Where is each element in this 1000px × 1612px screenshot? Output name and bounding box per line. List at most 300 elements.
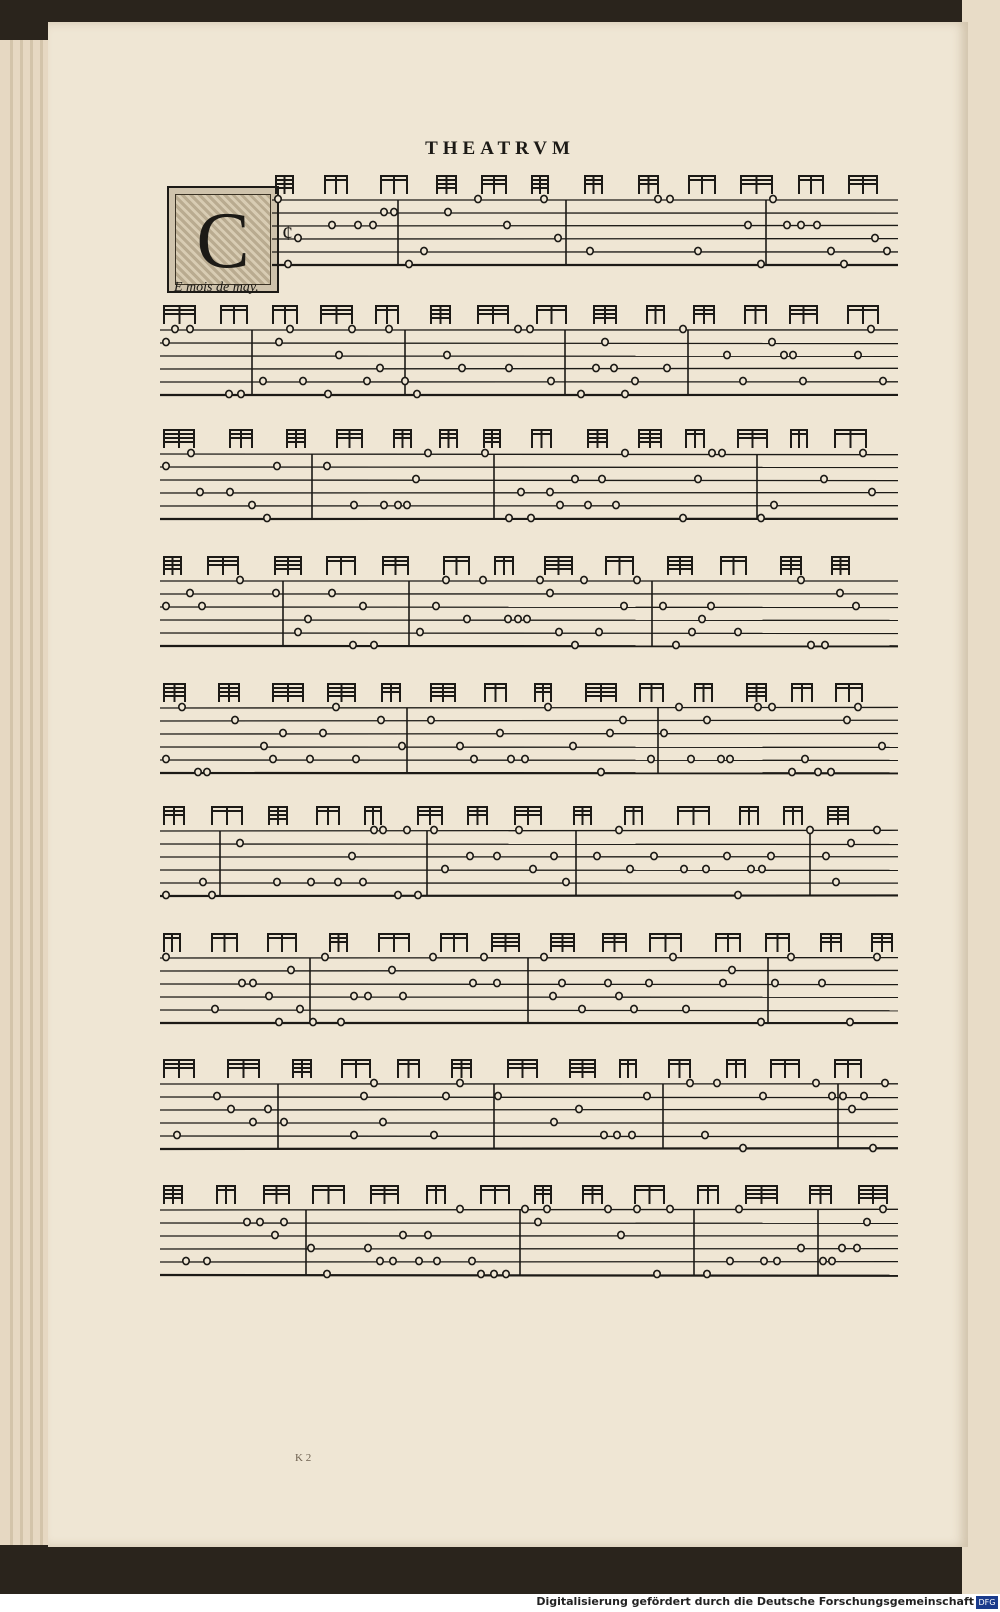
tab-fret-mark: [798, 221, 804, 228]
tab-fret-mark: [287, 325, 293, 332]
tab-fret-mark: [868, 325, 874, 332]
tab-fret-mark: [297, 1005, 303, 1012]
rhythm-flag: [437, 176, 456, 194]
tab-fret-mark: [611, 364, 617, 371]
rhythm-flag: [441, 934, 467, 952]
tab-fret-mark: [861, 1092, 867, 1099]
tab-fret-mark: [475, 195, 481, 202]
tab-fret-mark: [695, 475, 701, 482]
rhythm-flag: [328, 684, 355, 702]
tab-fret-mark: [371, 1079, 377, 1086]
tab-fret-mark: [528, 514, 534, 521]
tab-fret-mark: [506, 364, 512, 371]
rhythm-flag: [365, 807, 381, 825]
tab-fret-mark: [431, 1131, 437, 1138]
tab-fret-mark: [844, 716, 850, 723]
tab-fret-mark: [239, 979, 245, 986]
rhythm-flag: [635, 1186, 664, 1204]
rhythm-flag: [835, 430, 866, 448]
tablature-system: [160, 1060, 898, 1152]
tab-fret-mark: [724, 852, 730, 859]
tab-fret-mark: [667, 195, 673, 202]
tab-fret-mark: [214, 1092, 220, 1099]
tab-fret-mark: [390, 1257, 396, 1264]
tab-fret-mark: [272, 1231, 278, 1238]
rhythm-flag: [164, 1060, 194, 1078]
rhythm-flag: [849, 176, 877, 194]
staff-line: [160, 707, 898, 708]
tablature-system: [160, 306, 898, 398]
tab-fret-mark: [518, 488, 524, 495]
tab-fret-mark: [204, 768, 210, 775]
rhythm-flag: [727, 1060, 745, 1078]
tab-fret-mark: [275, 195, 281, 202]
rhythm-flag: [164, 306, 195, 324]
tab-fret-mark: [613, 501, 619, 508]
staff-line: [160, 984, 898, 985]
tab-fret-mark: [250, 1118, 256, 1125]
tab-fret-mark: [735, 628, 741, 635]
rhythm-flag: [821, 934, 841, 952]
tab-fret-mark: [798, 1244, 804, 1251]
tab-fret-mark: [718, 755, 724, 762]
tab-fret-mark: [378, 716, 384, 723]
tab-fret-mark: [172, 325, 178, 332]
rhythm-flag: [379, 934, 409, 952]
time-signature: ¢: [282, 220, 293, 245]
tab-fret-mark: [784, 221, 790, 228]
rhythm-flag: [639, 176, 658, 194]
tab-fret-mark: [338, 1018, 344, 1025]
rhythm-flag: [164, 1186, 182, 1204]
rhythm-flag: [276, 176, 293, 194]
rhythm-flag: [269, 807, 287, 825]
tab-fret-mark: [648, 755, 654, 762]
digitization-footer: [0, 1594, 1000, 1612]
rhythm-flag: [418, 807, 442, 825]
tab-fret-mark: [353, 755, 359, 762]
tab-fret-mark: [281, 1218, 287, 1225]
rhythm-flag: [532, 176, 548, 194]
tab-fret-mark: [183, 1257, 189, 1264]
tab-fret-mark: [413, 475, 419, 482]
tab-fret-mark: [470, 979, 476, 986]
tab-fret-mark: [740, 377, 746, 384]
rhythm-flag: [668, 557, 692, 575]
tab-fret-mark: [457, 1079, 463, 1086]
rhythm-flag: [164, 807, 184, 825]
tab-fret-mark: [522, 1205, 528, 1212]
tab-fret-mark: [822, 641, 828, 648]
tab-fret-mark: [719, 449, 725, 456]
tab-fret-mark: [848, 839, 854, 846]
tab-fret-mark: [704, 716, 710, 723]
tab-fret-mark: [515, 325, 521, 332]
tab-fret-mark: [602, 338, 608, 345]
tab-fret-mark: [847, 1018, 853, 1025]
tab-fret-mark: [200, 878, 206, 885]
tab-fret-mark: [703, 865, 709, 872]
rhythm-flag: [440, 430, 457, 448]
rhythm-flag: [230, 430, 252, 448]
rhythm-flag: [625, 807, 642, 825]
rhythm-flag: [810, 1186, 831, 1204]
tab-fret-mark: [541, 195, 547, 202]
rhythm-flag: [164, 430, 194, 448]
tablature-system: [160, 684, 898, 776]
rhythm-flag: [784, 807, 802, 825]
tab-fret-mark: [457, 742, 463, 749]
tab-fret-mark: [537, 576, 543, 583]
tab-fret-mark: [593, 364, 599, 371]
tab-fret-mark: [551, 1118, 557, 1125]
tab-fret-mark: [828, 768, 834, 775]
tab-fret-mark: [471, 755, 477, 762]
tab-fret-mark: [350, 641, 356, 648]
tab-fret-mark: [506, 514, 512, 521]
tab-fret-mark: [807, 826, 813, 833]
tab-fret-mark: [708, 602, 714, 609]
tab-fret-mark: [833, 878, 839, 885]
rhythm-flag: [828, 807, 848, 825]
tab-fret-mark: [395, 891, 401, 898]
tab-fret-mark: [261, 742, 267, 749]
tab-fret-mark: [402, 377, 408, 384]
tab-fret-mark: [381, 501, 387, 508]
tab-fret-mark: [305, 615, 311, 622]
rhythm-flag: [164, 684, 185, 702]
tab-fret-mark: [745, 221, 751, 228]
rhythm-flag: [640, 684, 663, 702]
rhythm-flag: [327, 557, 355, 575]
tab-fret-mark: [250, 979, 256, 986]
rhythm-flag: [848, 306, 878, 324]
tab-fret-mark: [494, 979, 500, 986]
tab-fret-mark: [274, 878, 280, 885]
tab-fret-mark: [802, 755, 808, 762]
tab-fret-mark: [428, 716, 434, 723]
tab-fret-mark: [557, 501, 563, 508]
rhythm-flag: [273, 684, 303, 702]
tab-fret-mark: [622, 449, 628, 456]
tab-fret-mark: [547, 589, 553, 596]
tab-fret-mark: [386, 325, 392, 332]
tab-fret-mark: [430, 953, 436, 960]
tab-fret-mark: [855, 703, 861, 710]
tab-fret-mark: [333, 703, 339, 710]
tab-fret-mark: [720, 979, 726, 986]
rhythm-flag: [716, 934, 740, 952]
tab-fret-mark: [616, 826, 622, 833]
tab-fret-mark: [772, 979, 778, 986]
tab-fret-mark: [599, 475, 605, 482]
rhythm-flag: [485, 684, 506, 702]
tab-fret-mark: [351, 1131, 357, 1138]
tab-fret-mark: [364, 377, 370, 384]
tab-fret-mark: [823, 852, 829, 859]
tab-fret-mark: [849, 1105, 855, 1112]
rhythm-flag: [532, 430, 551, 448]
tab-fret-mark: [443, 576, 449, 583]
page-heading: THEATRVM: [425, 138, 575, 159]
tab-fret-mark: [598, 768, 604, 775]
tab-fret-mark: [860, 449, 866, 456]
rhythm-flag: [791, 430, 807, 448]
tab-fret-mark: [281, 1118, 287, 1125]
tab-fret-mark: [244, 1218, 250, 1225]
tablature-system: [160, 1186, 898, 1278]
tab-fret-mark: [727, 1257, 733, 1264]
signature-mark: K 2: [295, 1452, 312, 1464]
tab-fret-mark: [729, 966, 735, 973]
tab-fret-mark: [163, 755, 169, 762]
tab-fret-mark: [232, 716, 238, 723]
tab-fret-mark: [406, 260, 412, 267]
rhythm-flag: [317, 807, 339, 825]
tab-fret-mark: [735, 891, 741, 898]
rhythm-flag: [431, 306, 450, 324]
footer-credit: Digitalisierung gefördert durch die Deutsche Forschungsgemeinschaft: [536, 1595, 974, 1608]
tab-fret-mark: [872, 234, 878, 241]
tab-fret-mark: [616, 992, 622, 999]
staff-line: [160, 1010, 898, 1011]
tab-fret-mark: [578, 390, 584, 397]
rhythm-flag: [836, 684, 862, 702]
tab-fret-mark: [237, 576, 243, 583]
tab-fret-mark: [497, 729, 503, 736]
tab-fret-mark: [527, 325, 533, 332]
tab-fret-mark: [576, 1105, 582, 1112]
tab-fret-mark: [349, 325, 355, 332]
tab-fret-mark: [585, 501, 591, 508]
tab-fret-mark: [704, 1270, 710, 1277]
tab-fret-mark: [545, 703, 551, 710]
tab-fret-mark: [570, 742, 576, 749]
tab-fret-mark: [559, 979, 565, 986]
tab-fret-mark: [349, 852, 355, 859]
rhythm-flag: [273, 306, 297, 324]
piece-title: E mois de may.: [174, 280, 259, 295]
tab-fret-mark: [163, 891, 169, 898]
rhythm-flag: [164, 557, 181, 575]
tab-fret-mark: [480, 576, 486, 583]
tab-fret-mark: [681, 865, 687, 872]
tab-fret-mark: [594, 852, 600, 859]
rhythm-flag: [747, 684, 766, 702]
rhythm-flag: [537, 306, 566, 324]
tab-fret-mark: [800, 377, 806, 384]
tab-fret-mark: [814, 221, 820, 228]
tab-fret-mark: [443, 1092, 449, 1099]
rhythm-flag: [669, 1060, 690, 1078]
rhythm-flag: [583, 1186, 602, 1204]
staff-line: [160, 1148, 898, 1149]
rhythm-flag: [515, 807, 541, 825]
tab-fret-mark: [391, 208, 397, 215]
tab-fret-mark: [260, 377, 266, 384]
tab-fret-mark: [276, 1018, 282, 1025]
tab-fret-mark: [179, 703, 185, 710]
rhythm-flag: [468, 807, 487, 825]
rhythm-flag: [872, 934, 892, 952]
tab-fret-mark: [355, 221, 361, 228]
tab-fret-mark: [821, 475, 827, 482]
tab-fret-mark: [629, 1131, 635, 1138]
dfg-logo: DFG: [976, 1596, 998, 1609]
tab-fret-mark: [257, 1218, 263, 1225]
tab-fret-mark: [748, 865, 754, 872]
rhythm-flag: [790, 306, 817, 324]
rhythm-flag: [371, 1186, 398, 1204]
tab-fret-mark: [837, 589, 843, 596]
tab-fret-mark: [651, 852, 657, 859]
tab-fret-mark: [572, 475, 578, 482]
rhythm-flag: [383, 557, 408, 575]
tablature-system: [160, 430, 898, 522]
rhythm-flag: [586, 684, 616, 702]
tab-fret-mark: [854, 1244, 860, 1251]
tab-fret-mark: [188, 449, 194, 456]
tab-fret-mark: [494, 852, 500, 859]
rhythm-flag: [444, 557, 469, 575]
tab-fret-mark: [433, 602, 439, 609]
rhythm-flag: [606, 557, 633, 575]
tab-fret-mark: [380, 1118, 386, 1125]
tab-fret-mark: [335, 878, 341, 885]
rhythm-flag: [620, 1060, 636, 1078]
tab-fret-mark: [308, 1244, 314, 1251]
rhythm-flag: [228, 1060, 259, 1078]
rhythm-flag: [551, 934, 574, 952]
rhythm-flag: [721, 557, 746, 575]
tab-fret-mark: [683, 1005, 689, 1012]
rhythm-flag: [330, 934, 347, 952]
tab-fret-mark: [516, 826, 522, 833]
tab-fret-mark: [634, 576, 640, 583]
tab-fret-mark: [228, 1105, 234, 1112]
rhythm-flag: [482, 176, 506, 194]
tab-fret-mark: [771, 501, 777, 508]
tab-fret-mark: [371, 641, 377, 648]
tab-fret-mark: [547, 488, 553, 495]
tab-fret-mark: [760, 1092, 766, 1099]
tab-fret-mark: [329, 589, 335, 596]
staff-line: [160, 895, 898, 896]
tab-fret-mark: [187, 589, 193, 596]
tab-fret-mark: [249, 501, 255, 508]
tab-fret-mark: [416, 1257, 422, 1264]
rhythm-flag: [686, 430, 704, 448]
rhythm-flag: [588, 430, 607, 448]
tab-fret-mark: [702, 1131, 708, 1138]
tab-fret-mark: [774, 1257, 780, 1264]
rhythm-flag: [746, 1186, 777, 1204]
rhythm-flag: [394, 430, 411, 448]
tab-fret-mark: [212, 1005, 218, 1012]
tab-fret-mark: [300, 377, 306, 384]
tab-fret-mark: [434, 1257, 440, 1264]
tab-fret-mark: [273, 589, 279, 596]
rhythm-flag: [678, 807, 709, 825]
tab-fret-mark: [660, 602, 666, 609]
tab-fret-mark: [563, 878, 569, 885]
rhythm-flag: [741, 176, 772, 194]
tab-fret-mark: [467, 852, 473, 859]
rhythm-flag: [219, 684, 239, 702]
rhythm-flag: [594, 306, 616, 324]
rhythm-flag: [321, 306, 352, 324]
tab-fret-mark: [481, 953, 487, 960]
tab-fret-mark: [535, 1218, 541, 1225]
tab-fret-mark: [841, 260, 847, 267]
tab-fret-mark: [325, 390, 331, 397]
tab-fret-mark: [504, 221, 510, 228]
tab-fret-mark: [689, 628, 695, 635]
tab-fret-mark: [758, 514, 764, 521]
tab-fret-mark: [285, 260, 291, 267]
rhythm-flag: [325, 176, 347, 194]
rhythm-flag: [313, 1186, 344, 1204]
rhythm-flag: [337, 430, 362, 448]
tab-fret-mark: [555, 234, 561, 241]
tab-fret-mark: [768, 852, 774, 859]
tab-fret-mark: [572, 641, 578, 648]
staff-line: [160, 1136, 898, 1137]
tab-fret-mark: [884, 247, 890, 254]
tab-fret-mark: [226, 390, 232, 397]
tab-fret-mark: [661, 729, 667, 736]
tab-fret-mark: [204, 1257, 210, 1264]
tab-fret-mark: [310, 1018, 316, 1025]
tab-fret-mark: [880, 377, 886, 384]
rhythm-flag: [603, 934, 626, 952]
tab-fret-mark: [627, 865, 633, 872]
tab-fret-mark: [621, 602, 627, 609]
tab-fret-mark: [829, 1092, 835, 1099]
tab-fret-mark: [819, 979, 825, 986]
rhythm-flag: [745, 306, 766, 324]
rhythm-flag: [781, 557, 801, 575]
rhythm-flag: [766, 934, 789, 952]
tab-fret-mark: [266, 992, 272, 999]
tab-fret-mark: [601, 1131, 607, 1138]
staff-line: [160, 1275, 898, 1276]
tab-fret-mark: [491, 1270, 497, 1277]
tab-fret-mark: [605, 1205, 611, 1212]
tab-fret-mark: [695, 247, 701, 254]
tab-fret-mark: [879, 742, 885, 749]
tab-fret-mark: [644, 1092, 650, 1099]
tab-fret-mark: [389, 966, 395, 973]
tablature-system: [160, 557, 898, 649]
rhythm-flag: [738, 430, 767, 448]
staff-line: [160, 1209, 898, 1210]
rhythm-flag: [398, 1060, 419, 1078]
tab-fret-mark: [351, 501, 357, 508]
tab-fret-mark: [380, 826, 386, 833]
tab-fret-mark: [855, 351, 861, 358]
rhythm-flag: [376, 306, 398, 324]
tab-fret-mark: [869, 488, 875, 495]
tab-fret-mark: [556, 628, 562, 635]
rhythm-flag: [545, 557, 572, 575]
tab-fret-mark: [709, 449, 715, 456]
tab-fret-mark: [442, 865, 448, 872]
tab-fret-mark: [607, 729, 613, 736]
tab-fret-mark: [276, 338, 282, 345]
tab-fret-mark: [789, 768, 795, 775]
tab-fret-mark: [813, 1079, 819, 1086]
